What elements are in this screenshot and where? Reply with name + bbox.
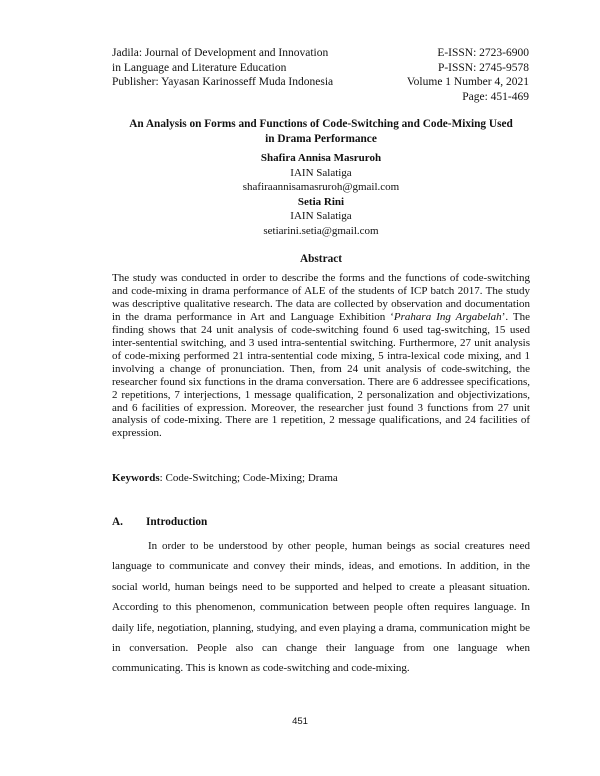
abstract-text-part-2: ’. The finding shows that 24 unit analysis of code-switching found 6 used tag-switching, 15 used inter-sentential switching, and 3 used intra-sentential switching. Furthermore, 27 unit analysis of code-mixing performed 21 intra-sentential code mixing, 5 intra-lexical code mixing, and 1 involving a change of pronunciation. Then, from 24 unit analysis of code-switching, the researcher found six functions in the drama conversation. There are 6 addressee specifications, 2 repetitions, 7 interjections, 1 message qualification, 2 personalization and objectivizations, and 6 facilities of expression. Moreover, the researcher just found 3 functions from 27 unit analysis of code-mixing. There are 1 repetition, 2 message qualifications, and 24 facilities of expression. <box>112 310 530 440</box>
keywords-label: Keywords <box>112 472 160 484</box>
journal-header-right <box>407 46 529 104</box>
volume-number: Volume 1 Number 4, 2021 <box>406 76 529 89</box>
abstract-text-part-1: The study was conducted in order to describe the forms and the functions of code-switching and code-mixing in drama performance of ALE of the students of ICP batch 2017. The study was descriptive qualitative research. The data are collected by observation and documentation in the drama performance in Art and Language Exhibition ‘ <box>112 272 530 323</box>
keywords-list: : Code-Switching; Code-Mixing; Drama <box>159 472 338 484</box>
publisher: Publisher: Yayasan Karinosseff Muda Indonesia <box>112 76 334 89</box>
journal-header-left <box>112 46 333 90</box>
abstract-text <box>112 272 530 440</box>
journal-subtitle: in Language and Literature Education <box>112 61 287 74</box>
author-affiliation: IAIN Salatiga <box>290 210 352 223</box>
paper-title <box>112 117 530 146</box>
e-issn: E-ISSN: 2723-6900 <box>437 47 529 59</box>
author-affiliation: IAIN Salatiga <box>290 166 352 179</box>
abstract-heading: Abstract <box>299 253 343 265</box>
author-name: Setia Rini <box>297 195 345 208</box>
section-title: Introduction <box>146 516 208 528</box>
drama-title-italic: Prahara Ing Argabelah <box>393 310 502 323</box>
author-email: shafiraannisamasruroh@gmail.com <box>242 181 400 194</box>
author-block <box>112 151 530 239</box>
section-number: A. <box>112 516 123 528</box>
journal-name: Jadila: Journal of Development and Innovation <box>112 47 329 59</box>
author-email: setiarini.setia@gmail.com <box>263 224 379 237</box>
section-heading <box>112 516 207 528</box>
author-name: Shafira Annisa Masruroh <box>260 152 382 164</box>
p-issn: P-ISSN: 2745-9578 <box>437 61 529 74</box>
title-line-1: An Analysis on Forms and Functions of Code-Switching and Code-Mixing Used <box>129 118 513 130</box>
page-number: 451 <box>292 716 308 727</box>
title-line-2: in Drama Performance <box>265 132 377 145</box>
introduction-paragraph: In order to be understood by other people, human beings as social creatures need language to communicate and convey their minds, ideas, and emotions. In addition, in the social world, human beings need to be supported and helped to create a pleasant situation. According to this phenomenon, communication between people often requires language. In daily life, negotiation, planning, studying, and even playing a drama, communication might be in conversation. People also can change their language from one language when communicating. This is known as code-switching and code-mixing. <box>112 540 530 675</box>
keywords-line <box>112 472 530 484</box>
page-range: Page: 451-469 <box>462 90 529 103</box>
